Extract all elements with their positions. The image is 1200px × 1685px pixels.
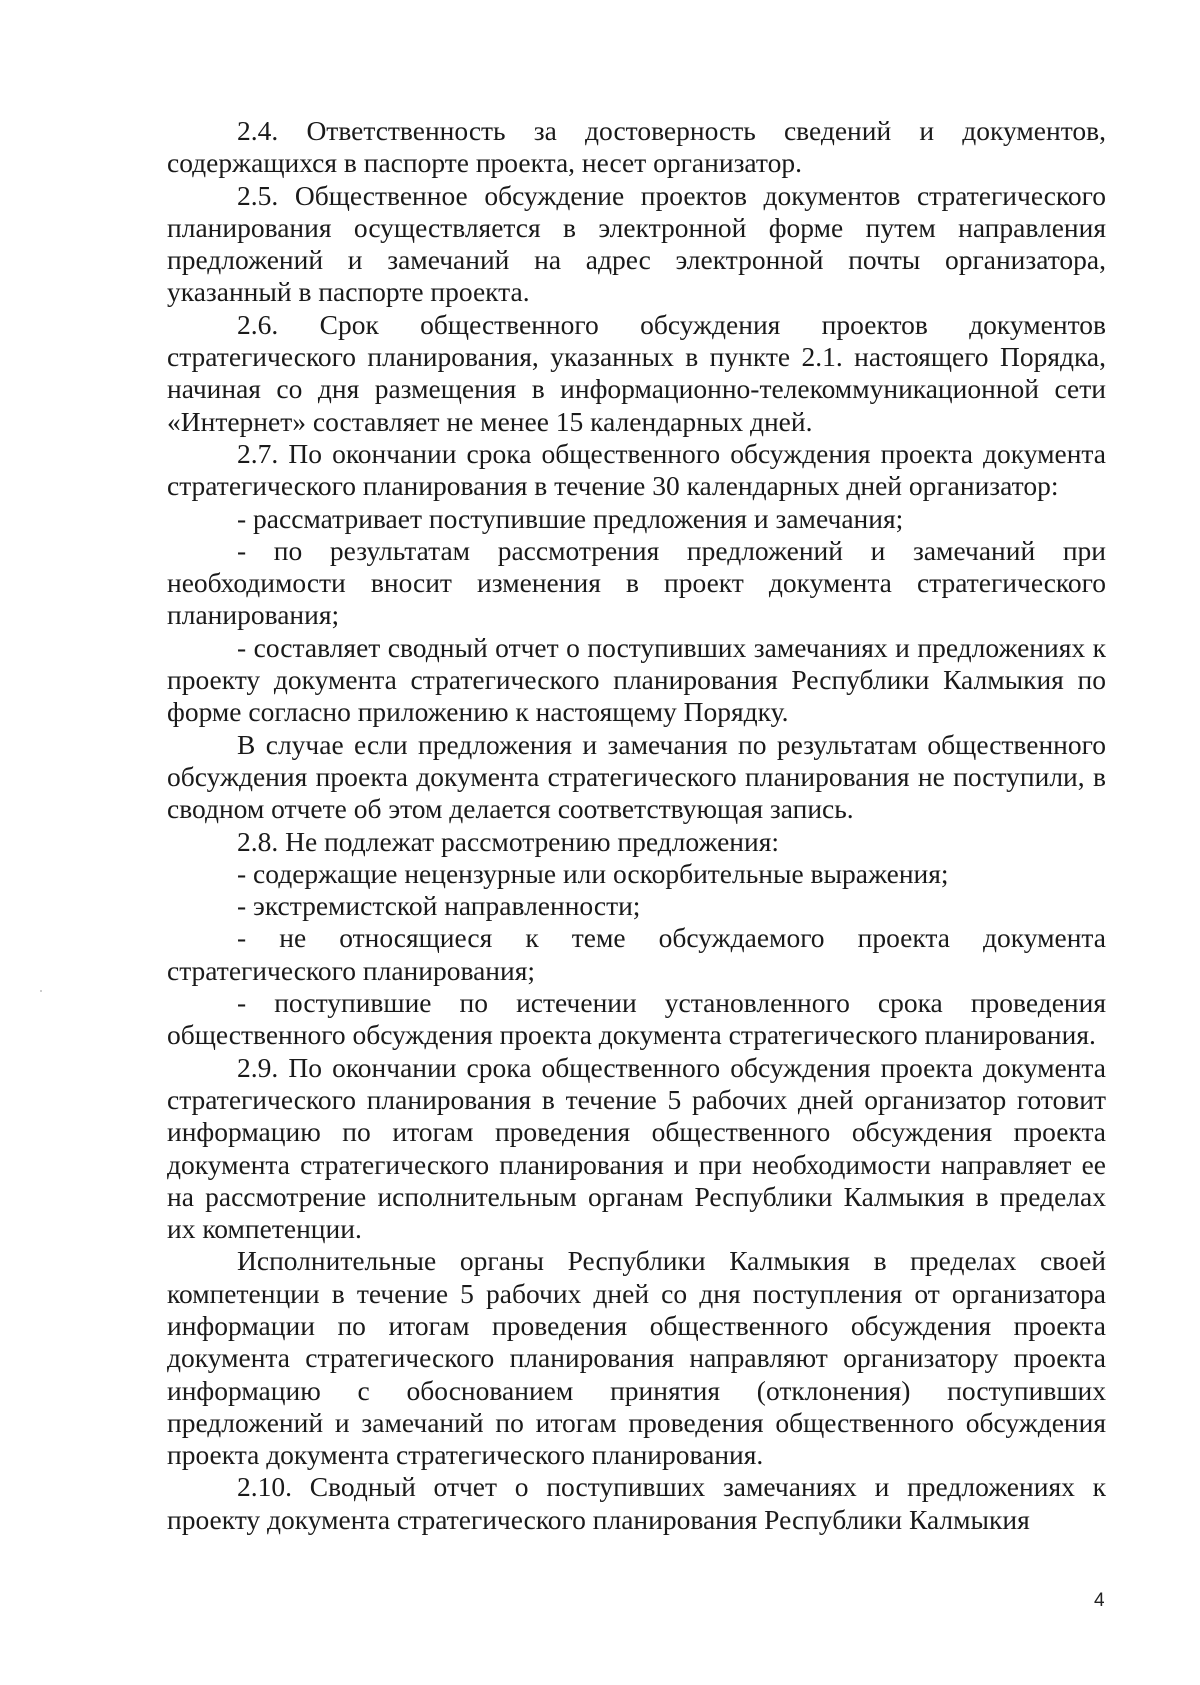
list-item-extremist: - экстремистской направленности;: [237, 890, 641, 922]
paragraph-no-proposals: В случае если предложения и замечания по результатам общественного обсуждения проекта документа стратегического планирования не поступили, в сводном отчете об этом делается соответствующая запись.: [167, 728, 1106, 825]
list-item-amend: - по результатам рассмотрения предложений и замечаний при необходимости вносит изменения в проект документа стратегического планирования;: [167, 534, 1106, 631]
list-item-obscene: - содержащие нецензурные или оскорбительные выражения;: [237, 857, 949, 889]
paragraph-2-8: 2.8. Не подлежат рассмотрению предложения:: [237, 825, 780, 857]
document-body: [167, 115, 1106, 1536]
paragraph-executive-bodies: Исполнительные органы Республики Калмыкия в пределах своей компетенции в течение 5 рабочих дней со дня поступления от организатора информации по итогам проведения общественного обсуждения проекта документа стратегического планирования направляют организатору проекта информацию с обоснованием принятия (отклонения) поступивших предложений и замечаний по итогам проведения общественного обсуждения проекта документа стратегического планирования.: [167, 1245, 1106, 1471]
paragraph-2-6: 2.6. Срок общественного обсуждения проектов документов стратегического планирования, указанных в пункте 2.1. настоящего Порядка, начиная со дня размещения в информационно-телекоммуникационной сети «Интернет» составляет не менее 15 календарных дней.: [167, 308, 1106, 437]
paragraph-2-10: 2.10. Сводный отчет о поступивших замечаниях и предложениях к проекту документа стратегического планирования Республики Калмыкия: [167, 1471, 1106, 1535]
list-item-late: - поступившие по истечении установленного срока проведения общественного обсуждения проекта документа стратегического планирования.: [167, 987, 1106, 1051]
paragraph-2-5: 2.5. Общественное обсуждение проектов документов стратегического планирования осуществляется в электронной форме путем направления предложений и замечаний на адрес электронной почты организатора, указанный в паспорте проекта.: [167, 179, 1106, 308]
paragraph-2-4: 2.4. Ответственность за достоверность сведений и документов, содержащихся в паспорте проекта, несет организатор.: [167, 115, 1106, 179]
list-item-report: - составляет сводный отчет о поступивших замечаниях и предложениях к проекту документа стратегического планирования Республики Калмыкия по форме согласно приложению к настоящему Порядку.: [167, 631, 1106, 728]
page-number: 4: [1094, 1590, 1105, 1611]
list-item-off-topic: - не относящиеся к теме обсуждаемого проекта документа стратегического планирования;: [167, 922, 1106, 986]
paragraph-2-7: 2.7. По окончании срока общественного обсуждения проекта документа стратегического планирования в течение 30 календарных дней организатор:: [167, 437, 1106, 502]
scan-artifact: [40, 990, 42, 992]
list-item-review: - рассматривает поступившие предложения и замечания;: [237, 502, 904, 534]
paragraph-2-9: 2.9. По окончании срока общественного обсуждения проекта документа стратегического планирования в течение 5 рабочих дней организатор готовит информацию по итогам проведения общественного обсуждения проекта документа стратегического планирования и при необходимости направляет ее на рассмотрение исполнительным органам Республики Калмыкия в пределах их компетенции.: [167, 1051, 1106, 1245]
